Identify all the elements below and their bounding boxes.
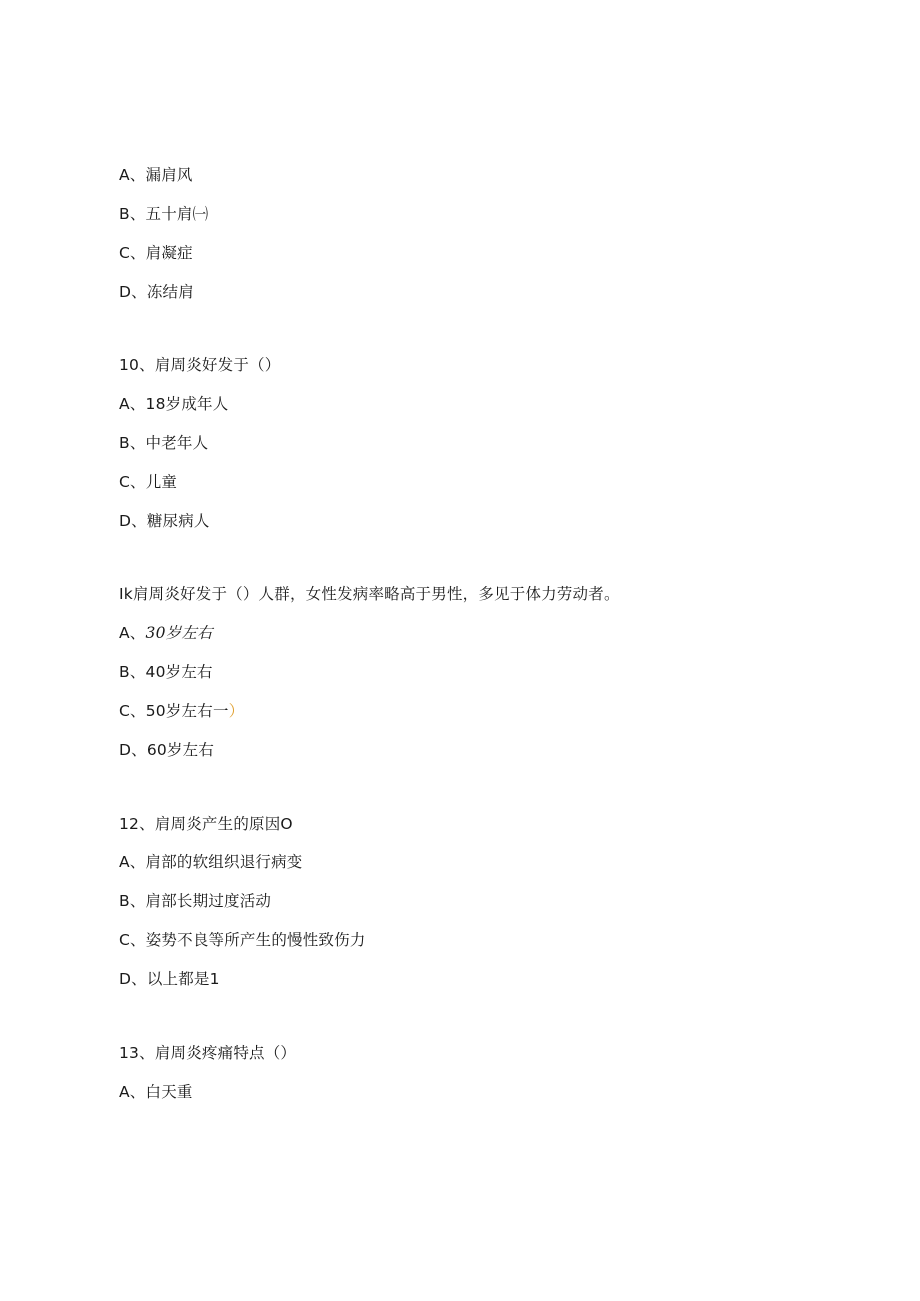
- question-13: 13、肩周炎疼痛特点（）: [119, 1044, 297, 1062]
- option-c: C、肩凝症: [119, 244, 193, 262]
- option-c-text: C、50岁左右一: [119, 702, 229, 720]
- option-a: A、白天重: [119, 1083, 193, 1101]
- option-c: C、姿势不良等所产生的慢性致伤力: [119, 931, 366, 949]
- option-d: D、糖尿病人: [119, 512, 210, 530]
- option-c: C、儿童: [119, 473, 178, 491]
- option-a: A、18岁成年人: [119, 395, 229, 413]
- option-a: A、肩部的软组织退行病变: [119, 853, 303, 871]
- option-d: D、冻结肩: [119, 283, 194, 301]
- question-12: 12、肩周炎产生的原因O: [119, 815, 293, 833]
- option-b: B、40岁左右: [119, 663, 213, 681]
- option-c: [119, 701, 244, 721]
- option-b: B、五十肩㈠: [119, 205, 209, 223]
- option-c-mark: ）: [228, 702, 245, 720]
- option-d: D、60岁左右: [119, 741, 215, 759]
- option-b: B、肩部长期过度活动: [119, 892, 272, 910]
- question-11: Ik肩周炎好发于（）人群，女性发病率略高于男性，多见于体力劳动者。: [119, 585, 620, 603]
- option-d: D、以上都是1: [119, 970, 220, 988]
- option-a: [119, 623, 213, 643]
- option-b: B、中老年人: [119, 434, 209, 452]
- question-10: 10、肩周炎好发于（）: [119, 356, 281, 374]
- option-a-text: 30岁左右: [145, 624, 213, 642]
- option-a: A、漏肩风: [119, 166, 193, 184]
- option-a-prefix: A、: [119, 624, 146, 642]
